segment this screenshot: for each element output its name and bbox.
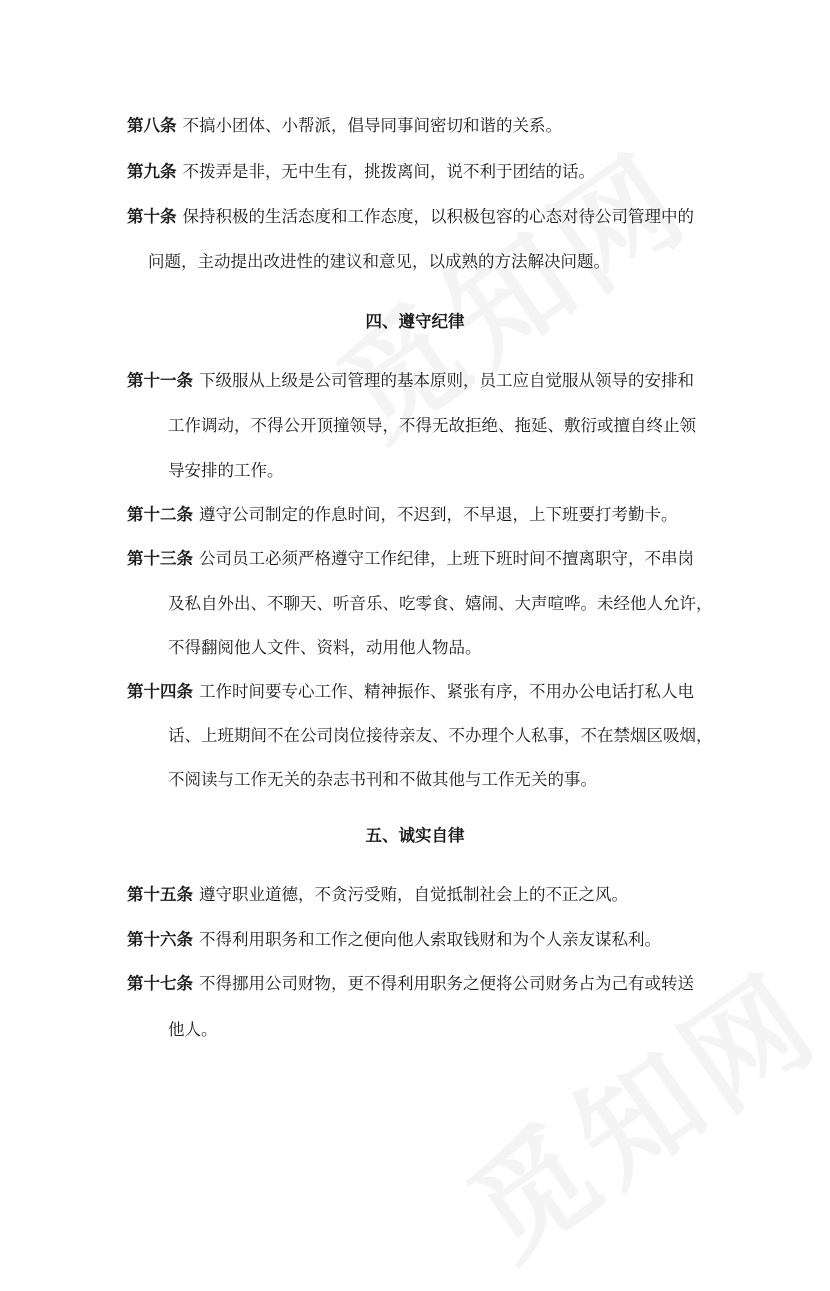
article-text: 不得翻阅他人文件、资料，动用他人物品。 bbox=[168, 638, 482, 657]
article-text: 遵守公司制定的作息时间，不迟到，不早退，上下班要打考勤卡。 bbox=[199, 505, 678, 524]
article-11-cont bbox=[168, 412, 696, 436]
article-15 bbox=[127, 881, 628, 905]
article-13-cont bbox=[168, 590, 713, 614]
article-label: 第十二条 bbox=[127, 505, 193, 524]
article-10-cont bbox=[148, 248, 610, 272]
article-text: 不搞小团体、小帮派，倡导同事间密切和谐的关系。 bbox=[182, 116, 562, 135]
section-heading-5: 五、诚实自律 bbox=[365, 826, 465, 845]
article-text: 导安排的工作。 bbox=[168, 461, 284, 480]
article-17 bbox=[127, 970, 694, 994]
article-13 bbox=[127, 545, 694, 569]
article-label: 第十条 bbox=[127, 207, 177, 226]
article-11-cont bbox=[168, 457, 284, 481]
article-16 bbox=[127, 926, 661, 950]
section-heading-4: 四、遵守纪律 bbox=[365, 312, 465, 331]
article-8 bbox=[127, 112, 562, 136]
article-12 bbox=[127, 501, 678, 525]
article-label: 第十一条 bbox=[127, 371, 193, 390]
article-text: 下级服从上级是公司管理的基本原则，员工应自觉服从领导的安排和 bbox=[199, 371, 694, 390]
article-text: 不得利用职务和工作之便向他人索取钱财和为个人亲友谋私利。 bbox=[199, 930, 661, 949]
article-label: 第十四条 bbox=[127, 682, 193, 701]
article-9 bbox=[127, 158, 595, 182]
article-text: 话、上班期间不在公司岗位接待亲友、不办理个人私事，不在禁烟区吸烟， bbox=[168, 726, 713, 745]
article-14-cont bbox=[168, 766, 597, 790]
article-10 bbox=[127, 203, 694, 227]
article-label: 第八条 bbox=[127, 116, 177, 135]
article-label: 第九条 bbox=[127, 162, 177, 181]
article-text: 不得挪用公司财物，更不得利用职务之便将公司财务占为己有或转送 bbox=[199, 974, 694, 993]
article-text: 工作调动，不得公开顶撞领导，不得无故拒绝、拖延、敷衍或擅自终止领 bbox=[168, 416, 696, 435]
article-text: 不阅读与工作无关的杂志书刊和不做其他与工作无关的事。 bbox=[168, 770, 597, 789]
article-text: 问题，主动提出改进性的建议和意见，以成熟的方法解决问题。 bbox=[148, 252, 610, 271]
article-text: 他人。 bbox=[168, 1020, 218, 1039]
article-17-cont bbox=[168, 1016, 218, 1040]
article-label: 第十六条 bbox=[127, 930, 193, 949]
article-label: 第十五条 bbox=[127, 885, 193, 904]
article-text: 公司员工必须严格遵守工作纪律，上班下班时间不擅离职守，不串岗 bbox=[199, 549, 694, 568]
article-11 bbox=[127, 367, 694, 391]
article-label: 第十三条 bbox=[127, 549, 193, 568]
article-text: 及私自外出、不聊天、听音乐、吃零食、嬉闹、大声喧哗。未经他人允许， bbox=[168, 594, 713, 613]
article-text: 遵守职业道德，不贪污受贿，自觉抵制社会上的不正之风。 bbox=[199, 885, 628, 904]
article-text: 不拨弄是非，无中生有，挑拨离间，说不利于团结的话。 bbox=[182, 162, 595, 181]
article-text: 工作时间要专心工作、精神振作、紧张有序，不用办公电话打私人电 bbox=[199, 682, 694, 701]
article-label: 第十七条 bbox=[127, 974, 193, 993]
article-text: 保持积极的生活态度和工作态度，以积极包容的心态对待公司管理中的 bbox=[182, 207, 694, 226]
article-14 bbox=[127, 678, 694, 702]
article-13-cont bbox=[168, 634, 482, 658]
article-14-cont bbox=[168, 722, 713, 746]
